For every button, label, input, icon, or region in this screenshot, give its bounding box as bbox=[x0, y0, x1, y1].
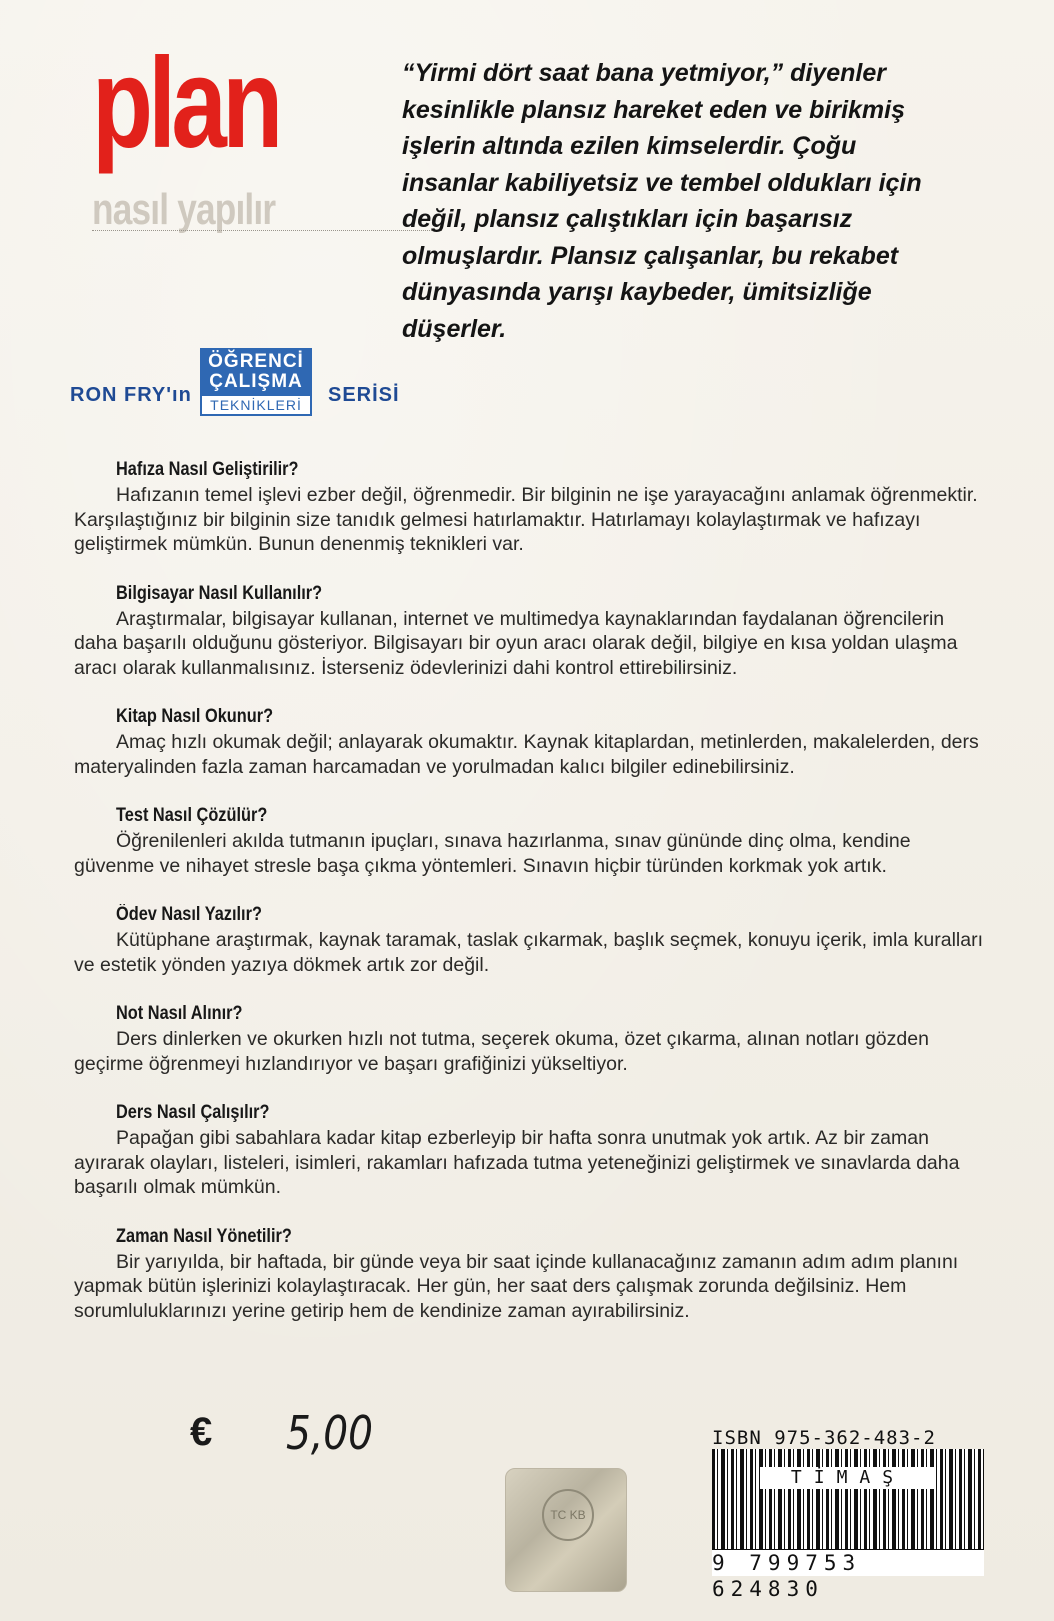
topic-section bbox=[74, 903, 984, 977]
section-heading: Ödev Nasıl Yazılır? bbox=[116, 904, 262, 925]
series-box-line3: TEKNİKLERİ bbox=[200, 394, 312, 416]
quote-line: değil, plansız çalıştıkları için başarısız bbox=[402, 205, 853, 233]
series-label: SERİSİ bbox=[328, 384, 400, 406]
logo-subtitle: nasıl yapılır bbox=[92, 185, 276, 234]
price-sticker bbox=[190, 1408, 390, 1468]
publisher-name: TİMAŞ bbox=[760, 1467, 936, 1489]
section-body: Hafızanın temel işlevi ezber değil, öğrenmedir. Bir bilginin ne işe yarayacağını anlamak öğrenmektir. Karşılaştığınız bir bilginin size tanıdık gelmesi hatırlamaktır. Hatırlamayı kolaylaştırmak ve hafızayı geliştirmek mümkün. Bunun denenmiş teknikleri var. bbox=[74, 484, 978, 555]
series-box-line2: ÇALIŞMA bbox=[209, 371, 303, 392]
topic-section bbox=[74, 1101, 984, 1200]
quote-line: dünyasında yarışı kaybeder, ümitsizliğe bbox=[402, 278, 872, 306]
quote-line: “Yirmi dört saat bana yetmiyor,” diyenler bbox=[402, 59, 886, 87]
section-heading: Hafıza Nasıl Geliştirilir? bbox=[116, 459, 299, 480]
section-body: Öğrenilenleri akılda tutmanın ipuçları, sınava hazırlanma, sınav gününde dinç olma, kendine güvenme ve nihayet stresle başa çıkma yöntemleri. Sınavın hiçbir türünden korkmak yok artık. bbox=[74, 830, 911, 877]
section-body: Bir yarıyılda, bir haftada, bir günde veya bir saat içinde kullanacağınız zamanın adım adım planını yapmak bütün işlerinizi kolaylaştıracak. Her gün, her saat ders çalışmak zorunda değilsiniz. Hem sorumluluklarınızı yerine getirip hem de kendinize zaman ayırabilirsiniz. bbox=[74, 1250, 959, 1322]
logo-divider bbox=[92, 230, 442, 232]
quote-line: kesinlikle plansız hareket eden ve birikmiş bbox=[402, 95, 906, 124]
section-body: Kütüphane araştırmak, kaynak taramak, taslak çıkarmak, başlık seçmek, konuyu içerik, imla kuralları ve estetik yönden yazıya dökmek artık zor değil. bbox=[74, 929, 984, 976]
section-heading: Kitap Nasıl Okunur? bbox=[116, 706, 274, 727]
currency-symbol: € bbox=[190, 1410, 213, 1454]
topic-section bbox=[74, 1225, 984, 1324]
blurb-quote bbox=[402, 55, 1002, 347]
section-heading: Zaman Nasıl Yönetilir? bbox=[116, 1225, 292, 1247]
isbn-barcode-block bbox=[712, 1427, 987, 1601]
section-body: Papağan gibi sabahlara kadar kitap ezberleyip bir hafta sonra unutmak yok artık. Az bir zaman ayırarak olayları, listeleri, isimleri, rakamları hafızada tutma yeteneğinizi geliştirmek ve sınavlarda daha başarılı olmak mümkün. bbox=[74, 1127, 960, 1198]
isbn-label: ISBN 975-362-483-2 bbox=[712, 1427, 936, 1449]
quote-line: düşerler. bbox=[402, 314, 507, 343]
section-heading: Test Nasıl Çözülür? bbox=[116, 805, 268, 826]
quote-line: insanlar kabiliyetsiz ve tembel oldukları için bbox=[402, 168, 922, 197]
section-heading: Not Nasıl Alınır? bbox=[116, 1003, 243, 1024]
hologram-sticker bbox=[505, 1468, 627, 1592]
price-amount: 5,00 bbox=[286, 1406, 374, 1460]
quote-line: olmuşlardır. Plansız çalışanlar, bu rekabet bbox=[402, 241, 899, 270]
barcode-number: 9 799753 624830 bbox=[712, 1549, 984, 1576]
topic-section bbox=[74, 705, 984, 779]
section-heading: Ders Nasıl Çalışılır? bbox=[116, 1102, 270, 1123]
topic-section bbox=[74, 1002, 984, 1076]
series-badge bbox=[70, 348, 410, 428]
topic-section bbox=[74, 804, 984, 878]
book-logo bbox=[92, 32, 342, 234]
logo-title: plan bbox=[92, 32, 279, 175]
section-body: Araştırmalar, bilgisayar kullanan, internet ve multimedya kaynaklarından faydalanan öğrencilerin daha başarılı olduğunu gösteriyor. Bilgisayarı bir oyun aracı olarak değil, bilgiye en kısa yoldan ulaşma aracı olarak kullanmalısınız. İsterseniz ödevlerinizi dahi kontrol ettirebilirsiniz. bbox=[74, 607, 958, 679]
section-body: Amaç hızlı okumak değil; anlayarak okumaktır. Kaynak kitaplardan, metinlerden, makalelerden, ders materyalinden fazla zaman harcamadan ve yorulmadan kalıcı bilgiler edinebilirsiniz. bbox=[74, 731, 979, 778]
section-heading: Bilgisayar Nasıl Kullanılır? bbox=[116, 582, 323, 604]
topic-section bbox=[74, 582, 984, 681]
series-box-line1: ÖĞRENCİ bbox=[208, 351, 304, 372]
section-body: Ders dinlerken ve okurken hızlı not tutma, seçerek okuma, özet çıkarma, alınan notları gözden geçirme öğrenmeyi hızlandırıyor ve başarı grafiğinizi yükseltiyor. bbox=[74, 1028, 929, 1075]
barcode-icon bbox=[712, 1449, 984, 1549]
quote-line: işlerin altında ezilen kimselerdir. Çoğu bbox=[402, 132, 857, 160]
series-logo-box bbox=[200, 348, 312, 416]
series-author: RON FRY'ın bbox=[70, 384, 192, 406]
topic-section bbox=[74, 458, 984, 557]
topic-sections bbox=[74, 458, 984, 1348]
hologram-emblem-icon: TC KB bbox=[542, 1489, 594, 1541]
